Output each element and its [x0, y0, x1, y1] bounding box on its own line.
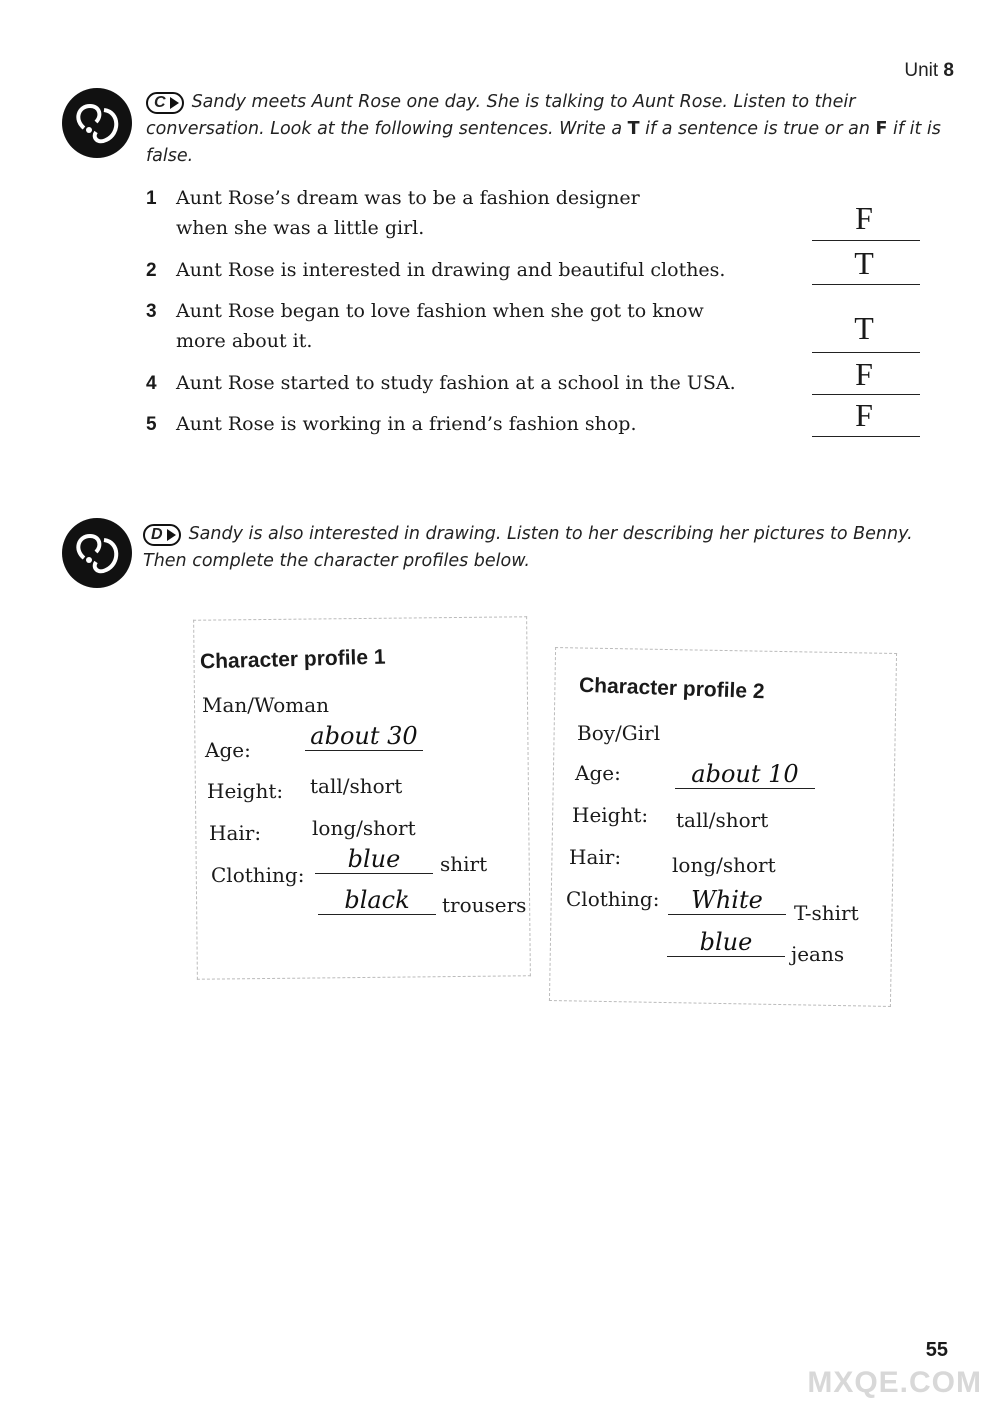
- question-number: 1: [146, 188, 157, 209]
- answer-line: [812, 351, 920, 353]
- profile-1-age-value[interactable]: about 30: [305, 722, 423, 751]
- answer-line: [812, 283, 920, 285]
- unit-header: [904, 60, 954, 82]
- profile-1-clothing-label: Clothing:: [211, 863, 305, 887]
- profile-2-clothing-1-value[interactable]: White: [668, 886, 786, 915]
- profile-1-clothing-2-item: trousers: [442, 893, 527, 917]
- question-text: more about it.: [176, 330, 313, 352]
- profile-1-age-label: Age:: [205, 738, 251, 762]
- question-text: Aunt Rose is interested in drawing and beautiful clothes.: [176, 259, 726, 281]
- profile-2-title: Character profile 2: [578, 673, 765, 704]
- question-2: [146, 255, 725, 286]
- question-text: Aunt Rose is working in a friend’s fashion shop.: [176, 413, 637, 435]
- section-d-instruction: [143, 521, 943, 575]
- profile-2-clothing-label: Clothing:: [566, 887, 660, 911]
- profile-2-height-label: Height:: [572, 803, 649, 827]
- listening-icon: [62, 88, 132, 158]
- profile-1-height-label: Height:: [207, 779, 284, 803]
- question-4: [146, 368, 736, 399]
- profile-2-age-label: Age:: [575, 761, 621, 785]
- instruction-text: if a sentence is true or an: [639, 119, 876, 139]
- profile-1-clothing-2-value[interactable]: black: [318, 886, 436, 915]
- question-number: 4: [146, 373, 157, 394]
- profile-2-hair-label: Hair:: [569, 845, 622, 869]
- profile-2-hair-value: long/short: [672, 853, 776, 877]
- instruction-text: Sandy is also interested in drawing. Listen to her describing her pictures to Benny. Then complete the character profiles below.: [143, 524, 913, 571]
- answer-line: [812, 435, 920, 437]
- instruction-f: F: [875, 119, 888, 139]
- profile-2-gender: Boy/Girl: [577, 721, 661, 745]
- answer-2[interactable]: T: [854, 245, 874, 281]
- question-5: [146, 409, 636, 440]
- question-1: [146, 183, 640, 243]
- instruction-text: if it is false.: [146, 119, 941, 166]
- unit-label: Unit: [904, 60, 939, 81]
- answer-1[interactable]: F: [855, 200, 873, 236]
- watermark: MXQE.COM: [807, 1366, 982, 1399]
- question-text: Aunt Rose started to study fashion at a school in the USA.: [176, 372, 736, 394]
- question-number: 3: [146, 301, 157, 322]
- profile-2-age-value[interactable]: about 10: [675, 760, 815, 789]
- question-text: Aunt Rose began to love fashion when she got to know: [176, 300, 704, 322]
- profile-2-height-value: tall/short: [676, 808, 769, 832]
- profile-1-hair-value: long/short: [312, 816, 416, 840]
- profile-2-clothing-1-item: T-shirt: [794, 901, 859, 925]
- answer-3[interactable]: T: [854, 310, 874, 346]
- profile-2-clothing-2-item: jeans: [791, 942, 845, 966]
- answer-5[interactable]: F: [855, 397, 873, 433]
- question-text: Aunt Rose’s dream was to be a fashion designer: [176, 187, 640, 209]
- question-number: 5: [146, 414, 157, 435]
- profile-1-height-value: tall/short: [310, 774, 403, 798]
- profile-1-hair-label: Hair:: [209, 821, 262, 845]
- answer-line: [812, 239, 920, 241]
- answer-line: [812, 393, 920, 395]
- section-c-badge: C: [146, 92, 184, 114]
- profile-2-clothing-2-value[interactable]: blue: [667, 928, 785, 957]
- question-text: when she was a little girl.: [176, 217, 425, 239]
- unit-number: 8: [943, 60, 954, 81]
- instruction-t: T: [627, 119, 640, 139]
- profile-1-gender: Man/Woman: [202, 693, 330, 717]
- section-c-instruction: [146, 89, 956, 170]
- profile-1-title: Character profile 1: [199, 645, 386, 674]
- answer-4[interactable]: F: [855, 356, 873, 392]
- question-number: 2: [146, 260, 157, 281]
- listening-icon: [62, 518, 132, 588]
- profile-1-clothing-1-value[interactable]: blue: [315, 845, 433, 874]
- section-d-badge: D: [143, 524, 181, 546]
- profile-1-clothing-1-item: shirt: [440, 852, 488, 876]
- instruction-text: Sandy meets Aunt Rose one day. She is talking to Aunt Rose. Listen to their conversation. Look at the following sentences. Write a: [146, 92, 856, 139]
- page-number: 55: [925, 1339, 948, 1361]
- question-3: [146, 296, 704, 356]
